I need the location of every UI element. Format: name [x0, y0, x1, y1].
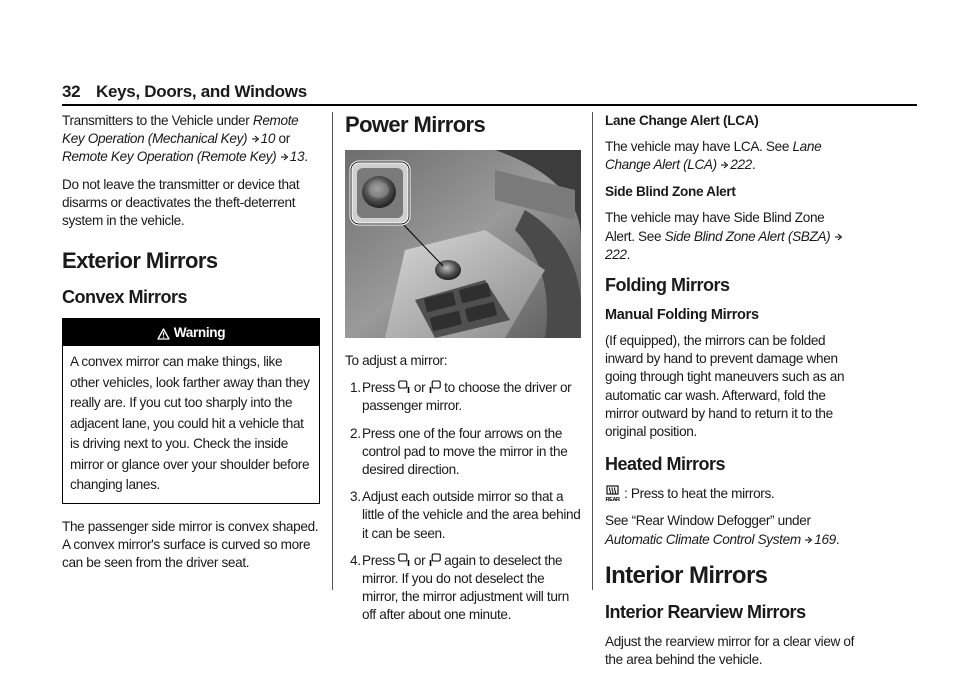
intro-paragraph-2: Do not leave the transmitter or device that disarms or deactivates the theft-deterrent system in the vehicle.: [62, 176, 300, 229]
list-item: [345, 488, 581, 543]
heading-interior-rearview: Interior Rearview Mirrors: [605, 601, 806, 622]
lca-paragraph: [605, 138, 855, 174]
heading-folding-mirrors: Folding Mirrors: [605, 275, 730, 296]
text: .: [304, 149, 308, 165]
list-item: [345, 552, 581, 625]
header-rule: [62, 104, 917, 106]
column-middle: [345, 112, 581, 634]
step-number: 1.: [350, 380, 361, 396]
text: Transmitters to the Vehicle under: [62, 113, 253, 128]
text: again to deselect the mirror. If you do not deselect the mirror, the mirror adjustment will turn off after about one minute.: [362, 552, 569, 623]
text: or: [275, 131, 290, 147]
list-item: [345, 379, 581, 415]
adjust-intro: To adjust a mirror:: [345, 353, 448, 368]
page-ref-169[interactable]: 169: [814, 531, 836, 547]
warning-header: [63, 319, 319, 346]
heated-instruction: [605, 485, 855, 503]
heated-text: : Press to heat the mirrors.: [624, 486, 775, 502]
page-number: 32: [62, 82, 81, 101]
column-left: [62, 112, 320, 581]
text: Adjust each outside mirror so that a little of the vehicle and the area behind it can be seen.: [362, 489, 581, 541]
text: The vehicle may have Side Blind Zone Alert. See: [605, 210, 825, 244]
heading-interior-mirrors: Interior Mirrors: [605, 561, 768, 589]
text: to choose the driver or passenger mirror.: [362, 380, 572, 414]
defogger-paragraph: [605, 512, 855, 548]
page-header: [62, 82, 917, 106]
page-ref-icon: [834, 232, 844, 242]
text: The vehicle may have LCA. See: [605, 139, 793, 154]
rear-defog-icon: [605, 485, 621, 502]
convex-paragraph: The passenger side mirror is convex shaped. A convex mirror's surface is curved so more can be seen from the driver seat.: [62, 518, 319, 571]
heading-exterior-mirrors: Exterior Mirrors: [62, 248, 218, 274]
text: See “Rear Window Defogger” under: [605, 513, 811, 529]
xref-sbza[interactable]: Side Blind Zone Alert (SBZA): [664, 228, 831, 244]
page-ref-icon: [720, 160, 730, 170]
heading-side-blind-zone: Side Blind Zone Alert: [605, 184, 736, 200]
page-ref-icon: [251, 134, 261, 144]
adjust-steps: [345, 379, 581, 624]
page-ref-10[interactable]: 10: [260, 131, 276, 147]
left-mirror-button-icon: [398, 553, 410, 567]
page-ref-icon: [280, 152, 290, 162]
folding-paragraph: (If equipped), the mirrors can be folded inward by hand to prevent damage when going through tight maneuvers such as an automatic car wash. Afterward, fold the mirror outward by hand to return it to the original position.: [605, 333, 845, 440]
warning-triangle-icon: [157, 328, 170, 340]
text: .: [751, 157, 756, 173]
page-ref-13[interactable]: 13: [289, 149, 305, 165]
mirror-control-photo: [345, 150, 581, 338]
xref-climate-control[interactable]: Automatic Climate Control System: [605, 531, 801, 547]
text: .: [626, 246, 631, 262]
xref-mechanical-key[interactable]: Remote Key Operation (Mechanical Key): [62, 113, 299, 147]
xref-lane-change-alert[interactable]: Lane Change Alert (LCA): [605, 139, 822, 173]
left-mirror-button-icon: [398, 380, 410, 394]
page-ref-222[interactable]: 222: [605, 246, 627, 262]
text: Press one of the four arrows on the control pad to move the mirror in the desired direction.: [362, 425, 568, 478]
heading-convex-mirrors: Convex Mirrors: [62, 287, 188, 308]
right-mirror-button-icon: [429, 553, 441, 567]
text: or: [413, 380, 426, 396]
step-number: 2.: [350, 425, 361, 441]
text: .: [835, 531, 840, 547]
rear-label: REAR: [605, 497, 620, 503]
step-number: 4.: [350, 552, 361, 568]
xref-remote-key[interactable]: Remote Key Operation (Remote Key): [62, 149, 277, 165]
rearview-paragraph: Adjust the rearview mirror for a clear view of the area behind the vehicle.: [605, 633, 855, 668]
section-title: Keys, Doors, and Windows: [96, 82, 307, 101]
column-divider: [332, 112, 333, 590]
text: Press: [362, 380, 395, 396]
list-item: [345, 425, 581, 480]
page-ref-icon: [804, 535, 814, 545]
text: or: [413, 552, 426, 568]
heading-power-mirrors: Power Mirrors: [345, 112, 486, 137]
warning-box: [62, 318, 320, 504]
heading-manual-folding: Manual Folding Mirrors: [605, 307, 759, 324]
heading-lane-change-alert: Lane Change Alert (LCA): [605, 113, 759, 128]
column-divider: [592, 112, 593, 590]
warning-title: Warning: [173, 325, 226, 341]
column-right: [605, 112, 855, 678]
warning-text: A convex mirror can make things, like other vehicles, look farther away than they really are. If you cut too sharply into the adjacent lane, you could hit a vehicle that is driving next to you. Check the inside mirror or glance over your shoulder before changing lanes.: [70, 354, 310, 493]
page-ref-222[interactable]: 222: [730, 157, 752, 173]
heading-heated-mirrors: Heated Mirrors: [605, 454, 726, 475]
step-number: 3.: [350, 489, 361, 505]
intro-paragraph-1: [62, 112, 320, 167]
sbza-paragraph: [605, 209, 855, 264]
right-mirror-button-icon: [429, 380, 441, 394]
text: Press: [362, 552, 395, 568]
